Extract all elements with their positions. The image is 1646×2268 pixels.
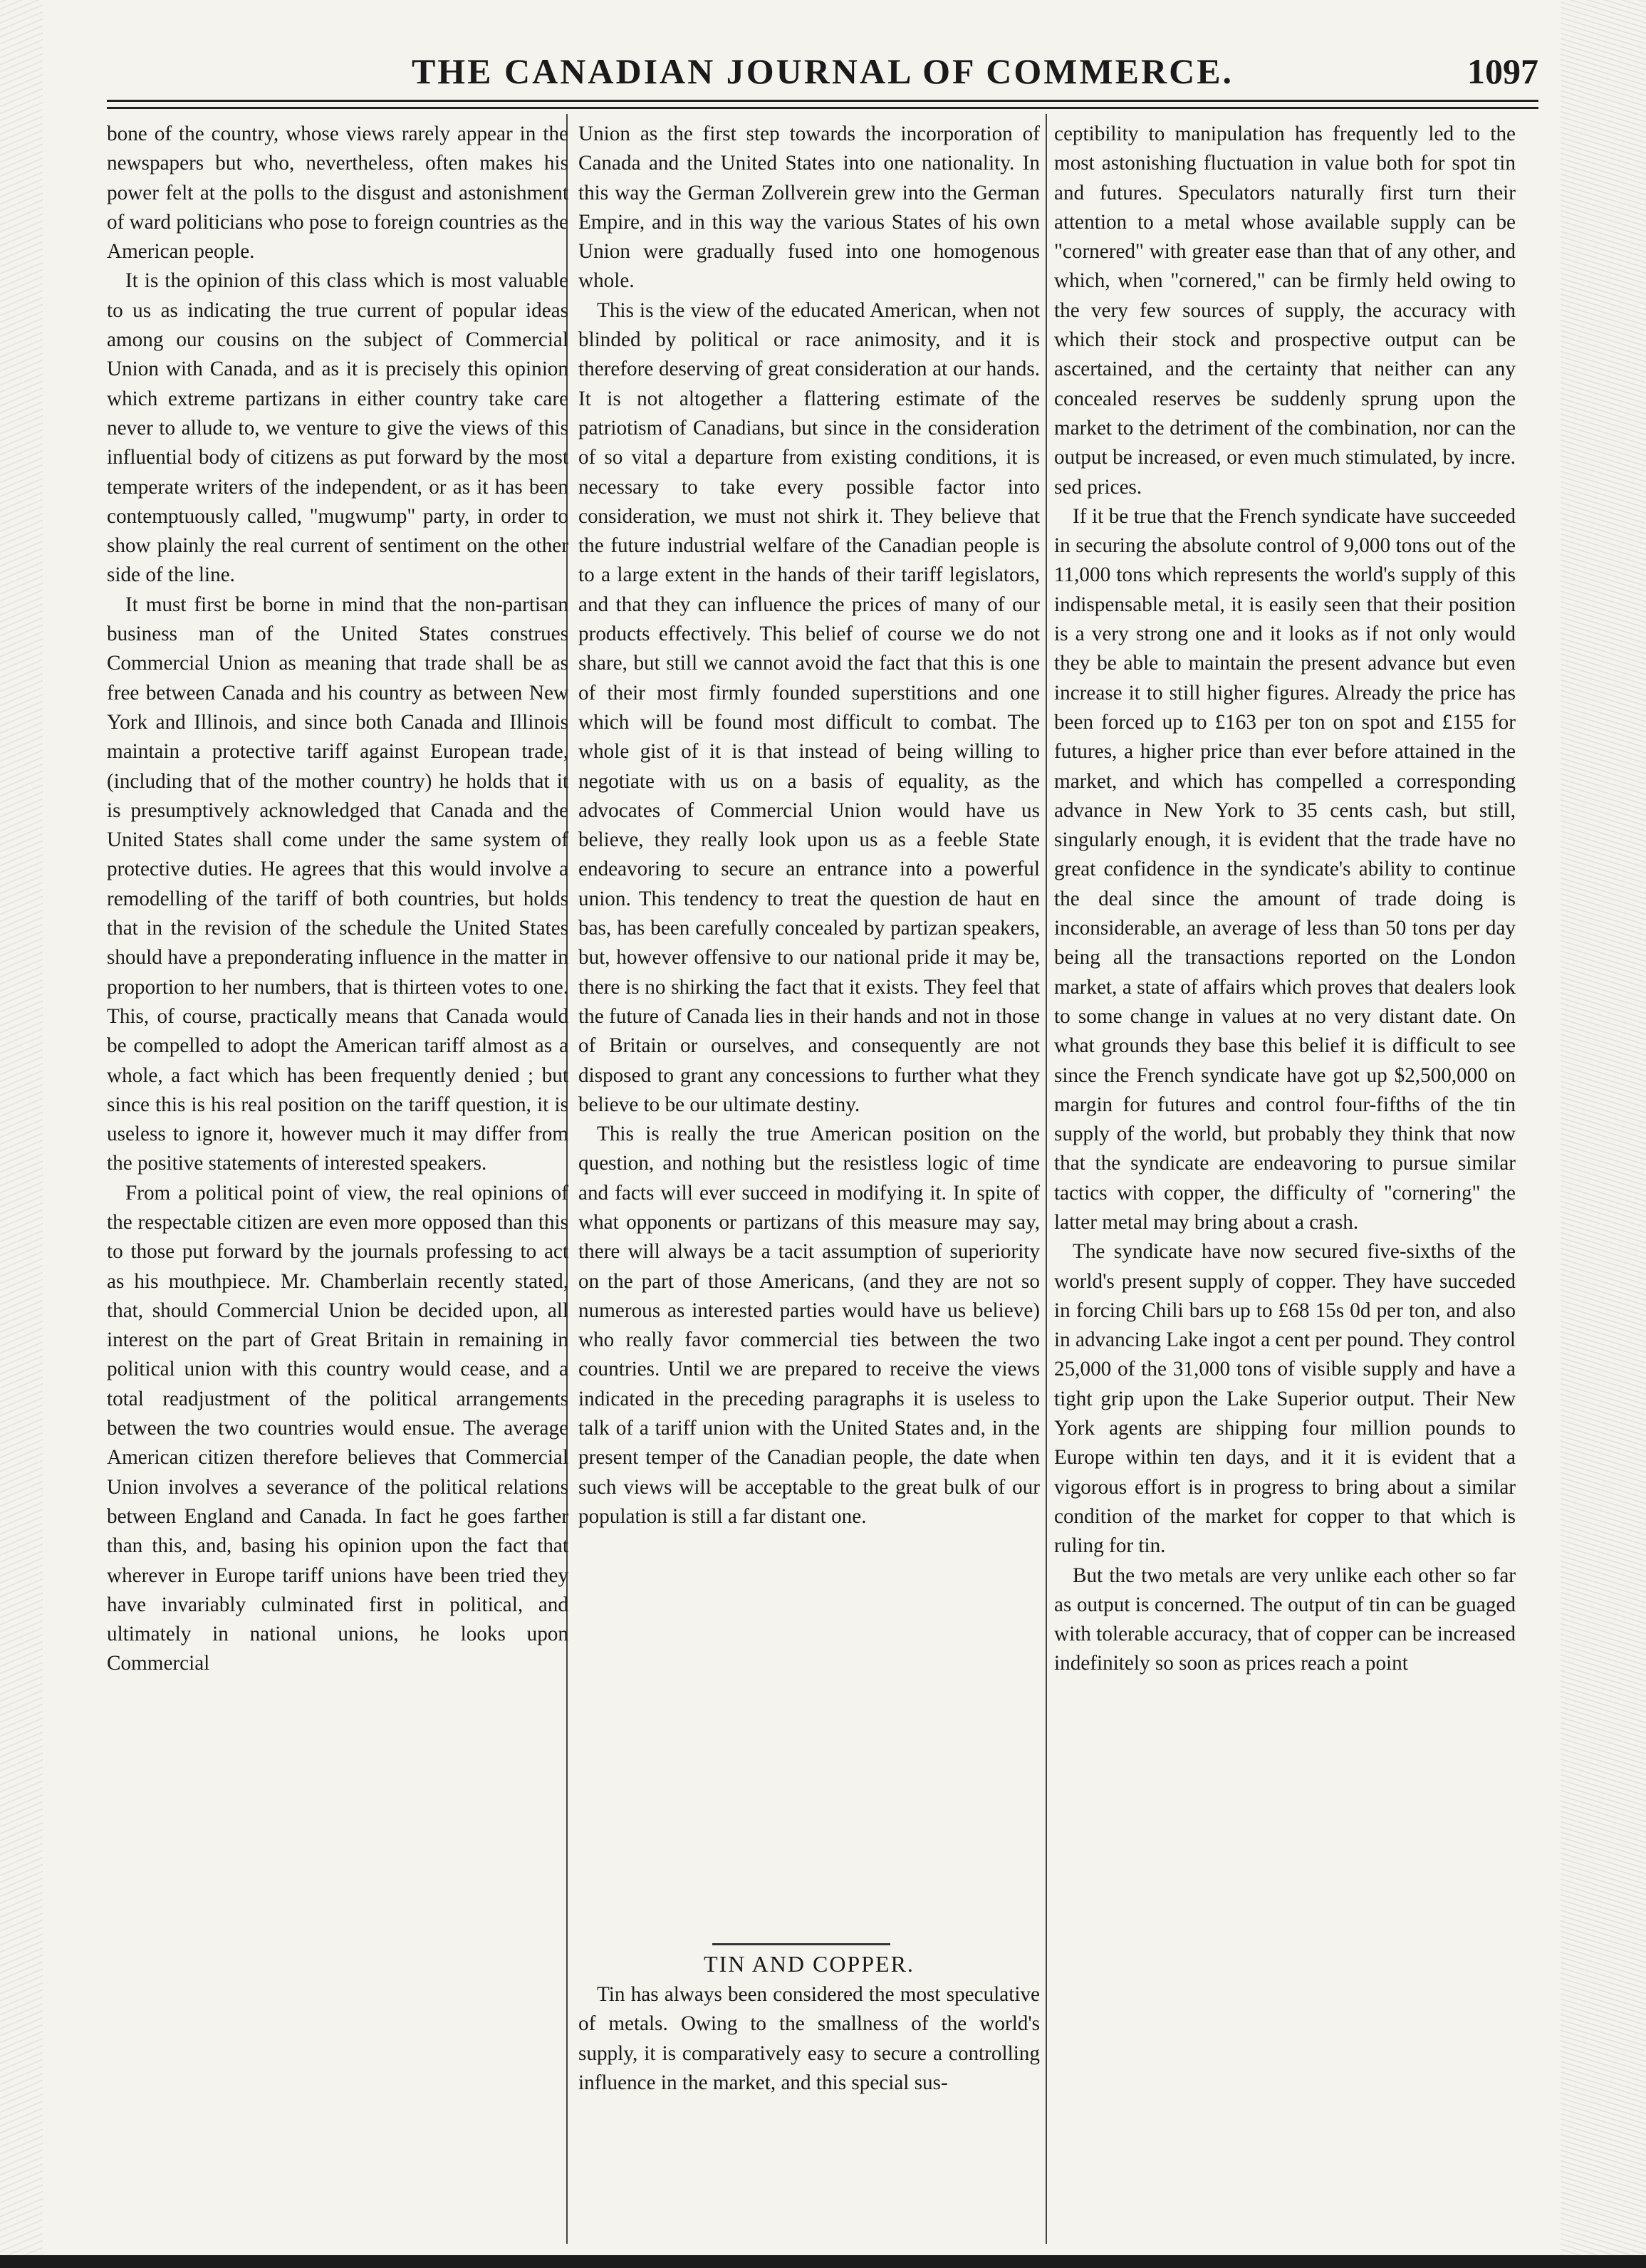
page-edge-speckle-right [1561, 0, 1646, 2255]
column-1-paragraph-4: From a political point of view, the real opinions of the respectable citizen are even more opposed than this to those put forward by the journals professing to act as his mouthpiece. Mr. Chamberlain recently stated, that, should Commercial Union be decided upon, all interest on the part of Great Britain in remaining in political union with this country would cease, and a total readjustment of the political arrangements between the two countries would ensue. The average American citizen therefore believes that Commercial Union involves a severance of the political relations between England and Canada. In fact he goes farther than this, and, basing his opinion upon the fact that wherever in Europe tariff unions have been tried they have invariably culminated first in political, and ultimately in national unions, he looks upon Commercial [107, 1181, 568, 1675]
page-header [107, 46, 1538, 97]
column-1-paragraph-3: It must first be borne in mind that the non-partisan business man of the United States construes Commercial Union as meaning that trade shall be as free between Canada and his country as between New York and Illinois, and since both Canada and Illinois maintain a protective tariff against European trade, (including that of the mother country) he holds that it is presumptively acknowledged that Canada and the United States shall come under the same system of protective duties. He agrees that this would involve a remodelling of the tariff of both countries, but holds that in the revision of the schedule the United States should have a preponderating influence in the matter in proportion to her numbers, that is thirteen votes to one. This, of course, practically means that Canada would be compelled to adopt the American tariff almost as a whole, a fact which has been frequently denied ; but since this is his real position on the tariff question, it is useless to ignore it, however much it may differ from the positive statements of interested speakers. [107, 593, 568, 1175]
page-edge-speckle-left [0, 0, 43, 2255]
column-2-paragraph-3: This is really the true American position on the question, and nothing but the resistless logic of time and facts will ever succeed in modifying it. In spite of what opponents or partizans of this measure may say, there will always be a tacit assumption of superiority on the part of those Americans, (and they are not so numerous as interested parties would have us believe) who really favor commercial ties between the two countries. Until we are prepared to receive the views indicated in the preceding paragraphs it is useless to talk of a tariff union with the United States and, in the present temper of the Canadian people, the date when such views will be acceptable to the great bulk of our population is still a far distant one. [578, 1123, 1040, 1528]
column-divider-2 [1046, 114, 1047, 2244]
column-2-article-start [578, 1980, 1040, 2244]
column-3-paragraph-1: ceptibility to manipulation has frequently led to the most astonishing fluctuation in value both for spot tin and futures. Speculators naturally first turn their attention to a metal whose available supply can be "cornered" with greater ease than that of any other, and which, when "cornered," can be firmly held owing to the very few sources of supply, the accuracy with which their stock and prospective output can be ascertained, and the certainty that neither can any concealed reserves be suddenly sprung upon the market to the detriment of the combination, nor can the output be increased, or even much stimulated, by incre. sed prices. [1054, 123, 1516, 499]
column-3-paragraph-3: The syndicate have now secured five-sixths of the world's present supply of copper. They have succeded in forcing Chili bars up to £68 15s 0d per ton, and also in advancing Lake ingot a cent per pound. They control 25,000 of the 31,000 tons of visible supply and have a tight grip upon the Lake Superior output. Their New York agents are shipping four million pounds to Europe within ten days, and it it is evident that a vigorous effort is in progress to bring about a similar condition of the market for copper to that which is ruling for tin. [1054, 1240, 1516, 1558]
column-1-paragraph-2: It is the opinion of this class which is most valuable to us as indicating the true current of popular ideas among our cousins on the subject of Commercial Union with Canada, and as it is precisely this opinion which extreme partizans in either country take care never to allude to, we venture to give the views of this influential body of citizens as put forward by the most temperate writers of the independent, or as it has been contemptuously called, "mugwump" party, in order to show plainly the real current of sentiment on the other side of the line. [107, 269, 568, 587]
section-divider-rule [712, 1943, 890, 1945]
page-number: 1097 [1467, 51, 1538, 91]
column-2-paragraph-1: Union as the first step towards the incorporation of Canada and the United States into one nationality. In this way the German Zollverein grew into the German Empire, and in this way the various States of his own Union were gradually fused into one homogenous whole. [578, 123, 1040, 293]
column-1-paragraph-1: bone of the country, whose views rarely appear in the newspapers but who, nevertheless, often makes his power felt at the polls to the disgust and astonishment of ward politicians who pose to foreign countries as the American people. [107, 123, 568, 264]
column-2-paragraph-2: This is the view of the educated American, when not blinded by political or race animosity, and it is therefore deserving of great consideration at our hands. It is not altogether a flattering estimate of the patriotism of Canadians, but since in the consideration of so vital a departure from existing conditions, it is necessary to take every possible factor into consideration, we must not shirk it. They believe that the future industrial welfare of the Canadian people is to a large extent in the hands of their tariff legislators, and that they can influence the prices of many of our products effectively. This belief of course we do not share, but still we cannot avoid the fact that this is one of their most firmly founded superstitions and one which will be found most difficult to combat. The whole gist of it is that instead of being willing to negotiate with us on a basis of equality, as the advocates of Commercial Union would have us believe, they really look upon us as a feeble State endeavoring to secure an entrance into a powerful union. This tendency to treat the question de haut en bas, has been carefully concealed by partizan speakers, but, however offensive to our national pride it may be, there is no shirking the fact that it exists. They feel that the future of Canada lies in their hands and not in those of Britain or ourselves, and consequently are not disposed to grant any concessions to further what they believe to be our ultimate destiny. [578, 298, 1040, 1116]
column-2-paragraph-4: Tin has always been considered the most speculative of metals. Owing to the smallness of the world's supply, it is comparatively easy to secure a controlling influence in the market, and this special sus- [578, 1983, 1040, 2094]
header-rule-top [107, 100, 1538, 102]
column-2 [578, 120, 1040, 1943]
journal-title: THE CANADIAN JOURNAL OF COMMERCE. [411, 51, 1234, 91]
column-3-paragraph-4: But the two metals are very unlike each other so far as output is concerned. The output of tin can be guaged with tolerable accuracy, that of copper can be increased indefinitely so soon as prices reach a point [1054, 1564, 1516, 1675]
column-3 [1054, 120, 1516, 2241]
column-3-paragraph-2: If it be true that the French syndicate have succeeded in securing the absolute control of 9,000 tons out of the 11,000 tons which represents the world's supply of this indispensable metal, it is easily seen that their position is a very strong one and it looks as if not only would they be able to maintain the present advance but even increase it to still higher figures. Already the price has been forced up to £163 per ton on spot and £155 for futures, a higher price than ever before attained in the market, and which has compelled a corresponding advance in New York to 35 cents cash, but still, singularly enough, it is evident that the trade have no great confidence in the syndicate's ability to continue the deal since the amount of trade doing is inconsiderable, an average of less than 50 tons per day being all the transactions reported on the London market, a state of affairs which proves that dealers look to some change in values at no very distant date. On what grounds they base this belief it is difficult to see since the French syndicate have got up $2,500,000 on margin for futures and control four-fifths of the tin supply of the world, but probably they think that now that the syndicate are endeavoring to pursue similar tactics with copper, the difficulty of "cornering" the latter metal may bring about a crash. [1054, 504, 1516, 1234]
column-1 [107, 120, 568, 2241]
section-heading-tin-and-copper: TIN AND COPPER. [704, 1951, 915, 1977]
page-bottom-edge [0, 2255, 1646, 2268]
header-rule-bottom [107, 107, 1538, 109]
